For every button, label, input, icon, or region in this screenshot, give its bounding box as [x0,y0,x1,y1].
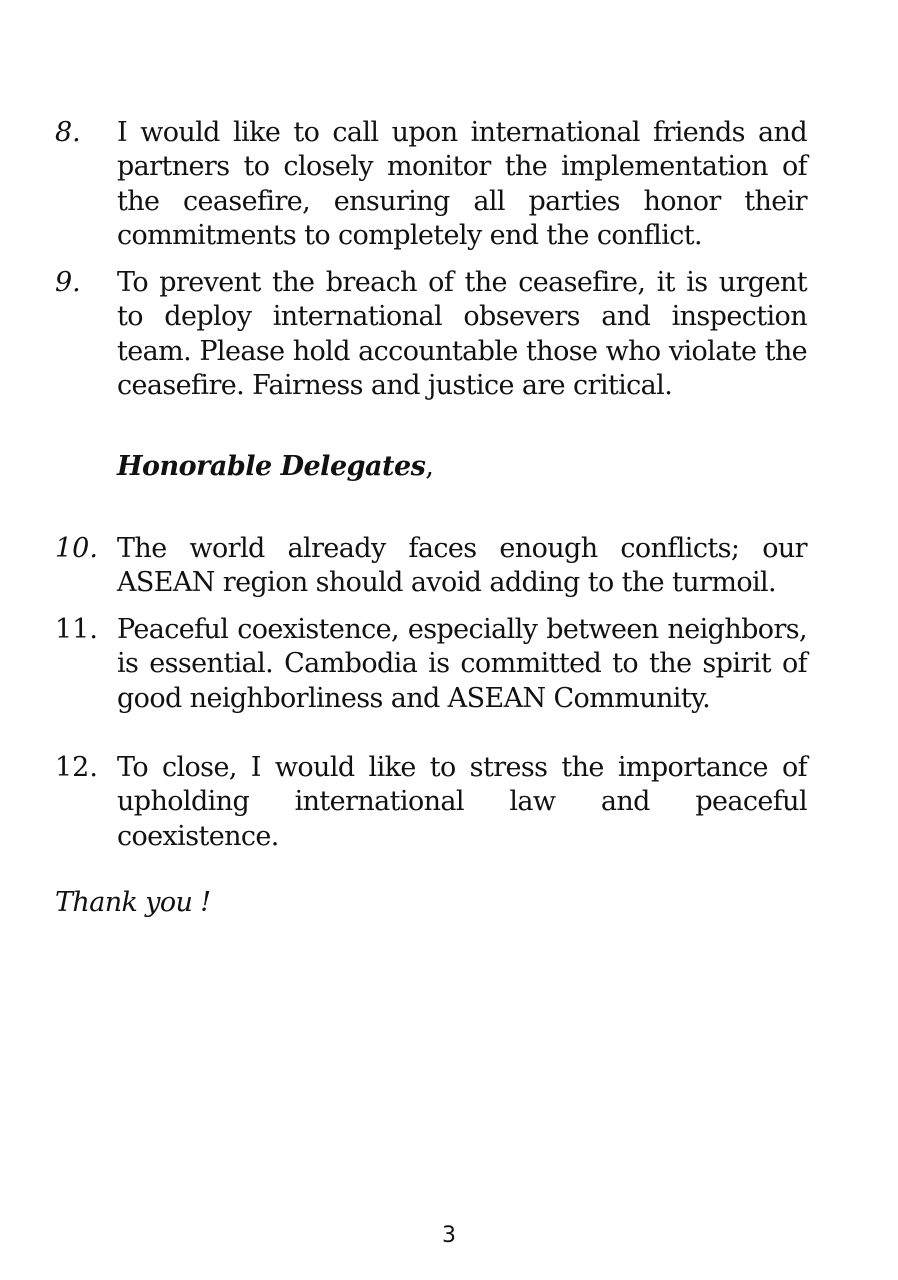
list-item-9 [55,266,807,404]
salutation-punctuation: , [425,451,434,482]
list-item-10 [55,532,807,601]
item-text: To close, I would like to stress the importance of upholding international law and peaceful coexistence. [117,752,807,852]
item-number: 8. [55,117,81,148]
item-number: 9. [55,267,81,298]
list-item-8 [55,116,807,254]
item-number: 12. [55,752,98,783]
list-item-11 [55,613,807,716]
item-text: To prevent the breach of the ceasefire, it is urgent to deploy international obsevers and inspection team. Please hold accountable those who violate the ceasefire. Fairness and justice are critical. [117,267,807,402]
item-text: I would like to call upon international friends and partners to closely monitor the implementation of the ceasefire, ensuring all parties honor their commitments to completely end the conflict. [117,117,807,252]
page-number: 3 [442,1223,456,1248]
item-number: 11. [55,614,98,645]
list-item-12 [55,751,807,854]
item-number: 10. [55,533,98,564]
salutation-title: Honorable Delegates [117,451,426,482]
closing-line: Thank you ! [55,887,211,918]
item-text: The world already faces enough conflicts; our ASEAN region should avoid adding to the turmoil. [117,533,807,599]
salutation-heading [117,450,433,484]
item-text: Peaceful coexistence, especially between neighbors, is essential. Cambodia is committed to the spirit of good neighborliness and ASEAN Community. [117,614,807,714]
